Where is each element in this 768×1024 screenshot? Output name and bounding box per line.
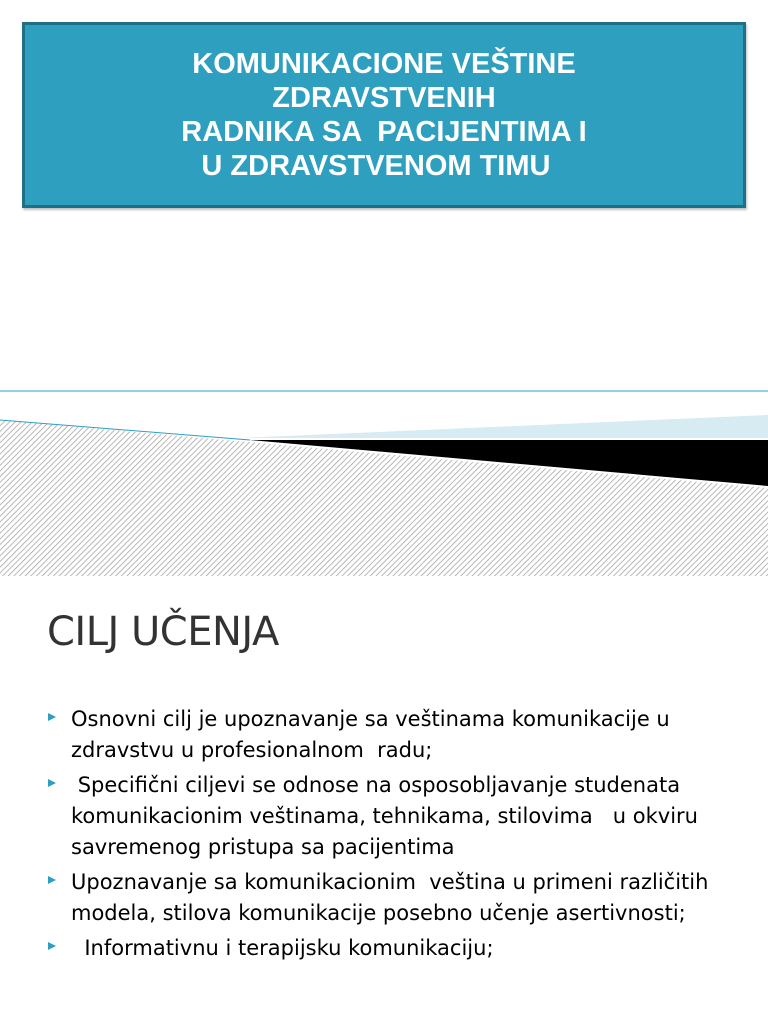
title-line: RADNIKA SA PACIJENTIMA I [181, 116, 587, 148]
list-item [48, 933, 748, 964]
title-box [22, 22, 746, 208]
decorative-wave-graphic [0, 380, 768, 576]
bullet-text: Informativnu i terapijsku komunikaciju; [71, 936, 494, 960]
triangle-bullet-icon [48, 942, 56, 950]
title-line: ZDRAVSTVENIH [272, 82, 496, 114]
title-line: U ZDRAVSTVENOM TIMU [201, 150, 567, 182]
bullet-text: Upoznavanje sa komunikacionim veština u primeni različitih modela, stilova komunikacije posebno učenje asertivnosti; [71, 870, 716, 925]
list-item [48, 704, 748, 766]
triangle-bullet-icon [48, 876, 56, 884]
title-line: KOMUNIKACIONE VEŠTINE [192, 48, 576, 80]
bullet-text: Specifični ciljevi se odnose na osposobljavanje studenata komunikacionim veštinama, tehnikama, stilovima u okviru savremenog pristupa sa pacijentima [71, 773, 705, 859]
bullet-list [48, 704, 748, 968]
content-slide [0, 576, 768, 1024]
section-title: CILJ UČENJA [47, 609, 279, 655]
triangle-bullet-icon [48, 779, 56, 787]
list-item [48, 770, 748, 863]
light-blue-band [240, 415, 768, 438]
triangle-bullet-icon [48, 713, 56, 721]
bullet-text: Osnovni cilj je upoznavanje sa veštinama komunikacije u zdravstvu u profesionalnom radu; [71, 707, 677, 762]
list-item [48, 867, 748, 929]
